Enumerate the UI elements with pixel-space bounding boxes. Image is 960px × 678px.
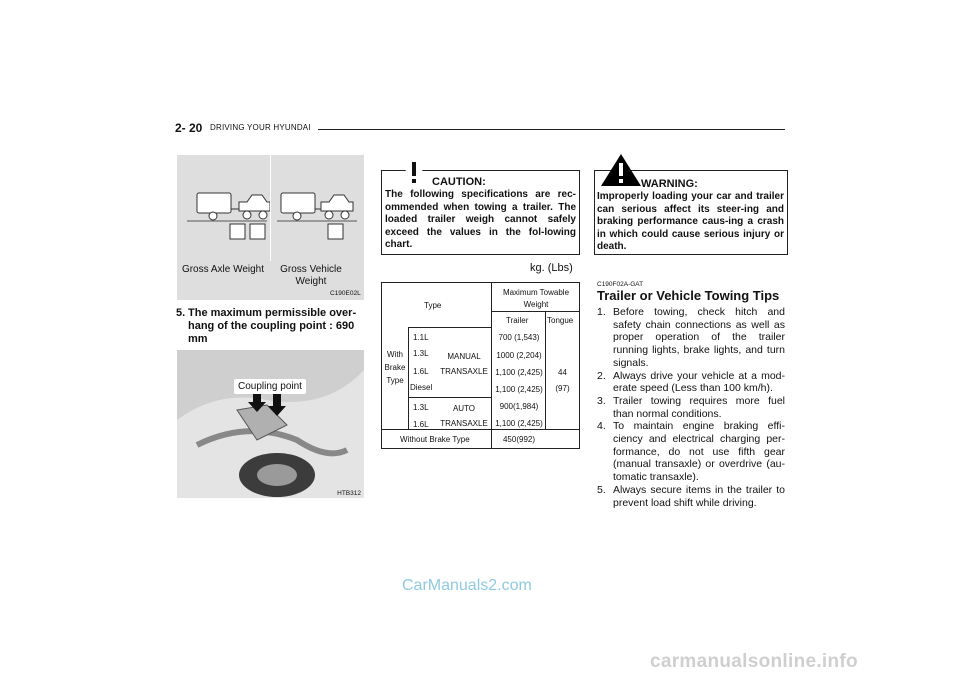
table-rule <box>491 283 492 448</box>
item-number: 2. <box>597 369 606 382</box>
caption-gross-vehicle-weight: Gross Vehicle Weight <box>280 264 342 287</box>
tongue-header: Tongue <box>547 316 574 325</box>
trailer-value-cell: 900(1,984) <box>499 402 539 411</box>
caution-heading: CAUTION: <box>432 176 486 188</box>
caution-box <box>381 170 580 255</box>
engine-cell: 1.6L <box>413 367 429 376</box>
trailer-value-cell: 1,100 (2,425) <box>495 368 543 377</box>
type-header: Type <box>424 301 442 310</box>
section-title: Trailer or Vehicle Towing Tips <box>597 288 780 303</box>
item-text: The maximum permissible over-hang of the coupling point : 690 mm <box>188 307 357 345</box>
item-text: Before towing, check hitch and safety chain connections as well as proper operation of the trailer running lights, brake lights, and turn signals. <box>613 306 785 369</box>
item-text: To maintain engine braking effi-ciency and electrical charging per-formance, do not use fifth gear (manual transaxle) or overdrive (au-tomatic transaxle). <box>613 420 785 484</box>
list-item <box>597 370 785 395</box>
engine-cell: 1.1L <box>413 333 429 342</box>
coupling-point-label: Coupling point <box>234 379 306 394</box>
list-item <box>597 395 785 420</box>
item-number: 4. <box>597 420 606 433</box>
engine-cell: 1.3L <box>413 403 429 412</box>
towing-tips-list <box>597 306 785 509</box>
with-brake-label: With Brake Type <box>384 350 406 385</box>
section-header: DRIVING YOUR HYUNDAI <box>210 123 311 132</box>
figure-code: C190E02L <box>330 290 361 297</box>
item-number: 3. <box>597 394 606 407</box>
trailer-value-cell: 1000 (2,204) <box>496 351 542 360</box>
manual-transaxle-label: MANUAL TRANSAXLE <box>440 352 488 376</box>
item-number: 1. <box>597 306 606 318</box>
table-rule <box>408 327 409 429</box>
list-item <box>597 484 785 509</box>
trailer-header: Trailer <box>506 316 529 325</box>
weight-figure <box>177 155 364 300</box>
engine-cell: Diesel <box>410 383 433 392</box>
warning-icon <box>599 153 643 187</box>
max-weight-header: Maximum Towable Weight <box>502 288 570 309</box>
list-item <box>597 420 785 484</box>
warning-heading: WARNING: <box>641 178 698 190</box>
tongue-value-lbs-cell: (97) <box>555 384 570 393</box>
towing-table <box>381 282 580 449</box>
watermark-carmanuals2[interactable]: CarManuals2.com <box>402 577 532 594</box>
overhang-item <box>176 307 366 346</box>
caption-gross-axle-weight: Gross Axle Weight <box>181 264 265 275</box>
watermark-carmanualsonline[interactable]: carmanualsonline.info <box>650 651 858 672</box>
trailer-value-cell: 1,100 (2,425) <box>495 385 543 394</box>
list-item <box>597 306 785 370</box>
trailer-value-cell: 1,100 (2,425) <box>495 419 543 428</box>
units-label: kg. (Lbs) <box>530 262 573 274</box>
warning-text: Improperly loading your car and trailer can serious affect its steer-ing and braking performance caus-ing a crash in which could cause serious injury or death. <box>597 191 784 252</box>
table-rule <box>408 327 491 328</box>
caution-icon <box>396 153 432 187</box>
warning-box <box>594 170 788 255</box>
figure-divider <box>270 155 271 261</box>
without-brake-label: Without Brake Type <box>400 435 470 444</box>
table-rule <box>491 311 579 312</box>
auto-transaxle-label: AUTO TRANSAXLE <box>440 404 488 428</box>
engine-cell: 1.3L <box>413 349 429 358</box>
engine-cell: 1.6L <box>413 420 429 429</box>
coupling-figure <box>177 350 364 498</box>
coupling-illustration <box>177 350 364 498</box>
section-code: C190F02A-GAT <box>597 281 644 288</box>
figure-code: HTB312 <box>337 490 361 497</box>
item-text: Always secure items in the trailer to prevent load shift while driving. <box>613 483 785 509</box>
tongue-value-cell: 44 <box>558 368 567 377</box>
table-rule <box>408 397 491 398</box>
item-number: 5. <box>176 307 186 319</box>
trailer-value-cell: 700 (1,543) <box>498 333 540 342</box>
header-rule <box>318 129 785 130</box>
caution-text: The following specifications are rec-ommended when towing a trailer. The loaded trailer weigh cannot safely exceed the values in the fol-lowing chart. <box>385 189 576 250</box>
without-brake-value: 450(992) <box>502 435 536 444</box>
item-text: Always drive your vehicle at a mod-erate speed (Less than 100 km/h). <box>613 369 785 395</box>
item-number: 5. <box>597 483 606 496</box>
item-text: Trailer towing requires more fuel than normal conditions. <box>613 394 785 420</box>
page-number: 2- 20 <box>175 121 203 135</box>
